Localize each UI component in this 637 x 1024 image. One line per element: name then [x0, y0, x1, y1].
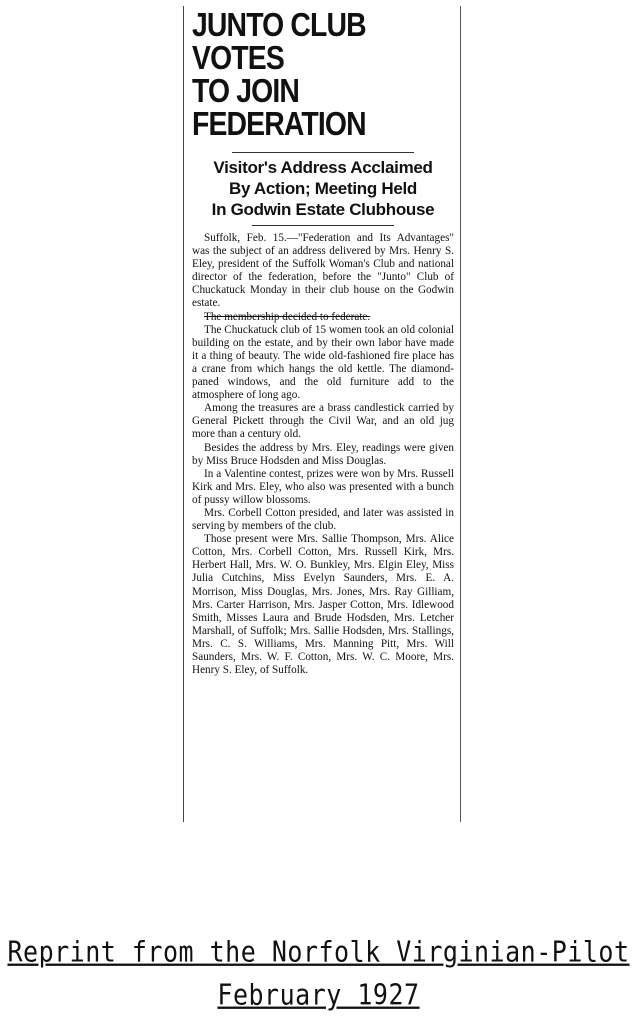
headline: [192, 8, 458, 140]
newspaper-clipping: [183, 6, 461, 822]
subhead-rule: [252, 225, 394, 226]
paragraph-presided: Mrs. Corbell Cotton presided, and later was assisted in serving by members of the club.: [192, 506, 454, 533]
headline-line-2: TO JOIN FEDERATION: [192, 72, 366, 142]
subhead-line-2: By Action; Meeting Held: [229, 179, 417, 198]
paragraph-treasures: Among the treasures are a brass candlestick carried by General Pickett through the Civil War, and an old jug more than a century old.: [192, 402, 454, 441]
paragraph-readings: Besides the address by Mrs. Eley, readings were given by Miss Bruce Hodsden and Miss Douglas.: [192, 441, 454, 467]
caption-reprint-source: Reprint from the Norfolk Virginian-Pilot: [7, 934, 630, 969]
paragraph-dateline: Suffolk, Feb. 15.—"Federation and Its Advantages" was the subject of an address delivered by Mrs. Henry S. Eley, president of the Suffolk Woman's Club and national director of the federation, before the "Junto" Club of Chuckatuck Monday in their club house on the Godwin estate.: [192, 232, 454, 310]
paragraph-federate: The membership decided to federate.: [204, 310, 371, 323]
article-body: [192, 232, 454, 677]
subhead-line-1: Visitor's Address Acclaimed: [213, 158, 433, 177]
caption-date: February 1927: [217, 977, 420, 1012]
paragraph-clubhouse: The Chuckatuck club of 15 women took an old colonial building on the estate, and by their own labor have made it a thing of beauty. The wide old-fashioned fire place has a crane from which hangs the old kettle. The diamond-paned windows, and the old furniture add to the atmosphere of long ago.: [192, 323, 454, 402]
headline-line-1: JUNTO CLUB VOTES: [192, 6, 366, 76]
headline-rule: [232, 152, 414, 153]
subhead-line-3: In Godwin Estate Clubhouse: [211, 200, 435, 219]
paragraph-attendees: Those present were Mrs. Sallie Thompson, Mrs. Alice Cotton, Mrs. Corbell Cotton, Mrs. Russell Kirk, Mrs. Herbert Hall, Mrs. W. O. Bunkley, Mrs. Elgin Eley, Miss Julia Cutchins, Miss Evelyn Saunders, Mrs. E. A. Morrison, Miss Douglas, Mrs. Jones, Mrs. Ray Gilliam, Mrs. Carter Harrison, Mrs. Jasper Cotton, Mrs. Idlewood Smith, Misses Laura and Brude Hodsden, Mrs. Letcher Marshall, of Suffolk; Mrs. Sallie Hodsden, Mrs. Stallings, Mrs. C. S. Williams, Mrs. Manning Pitt, Mrs. Will Saunders, Mrs. W. F. Cotton, Mrs. W. C. Moore, Mrs. Henry S. Eley, of Suffolk.: [192, 533, 454, 677]
subheadline: [192, 157, 454, 220]
paragraph-valentine: In a Valentine contest, prizes were won by Mrs. Russell Kirk and Mrs. Eley, who also was presented with a bunch of pussy willow blossoms.: [192, 467, 454, 506]
